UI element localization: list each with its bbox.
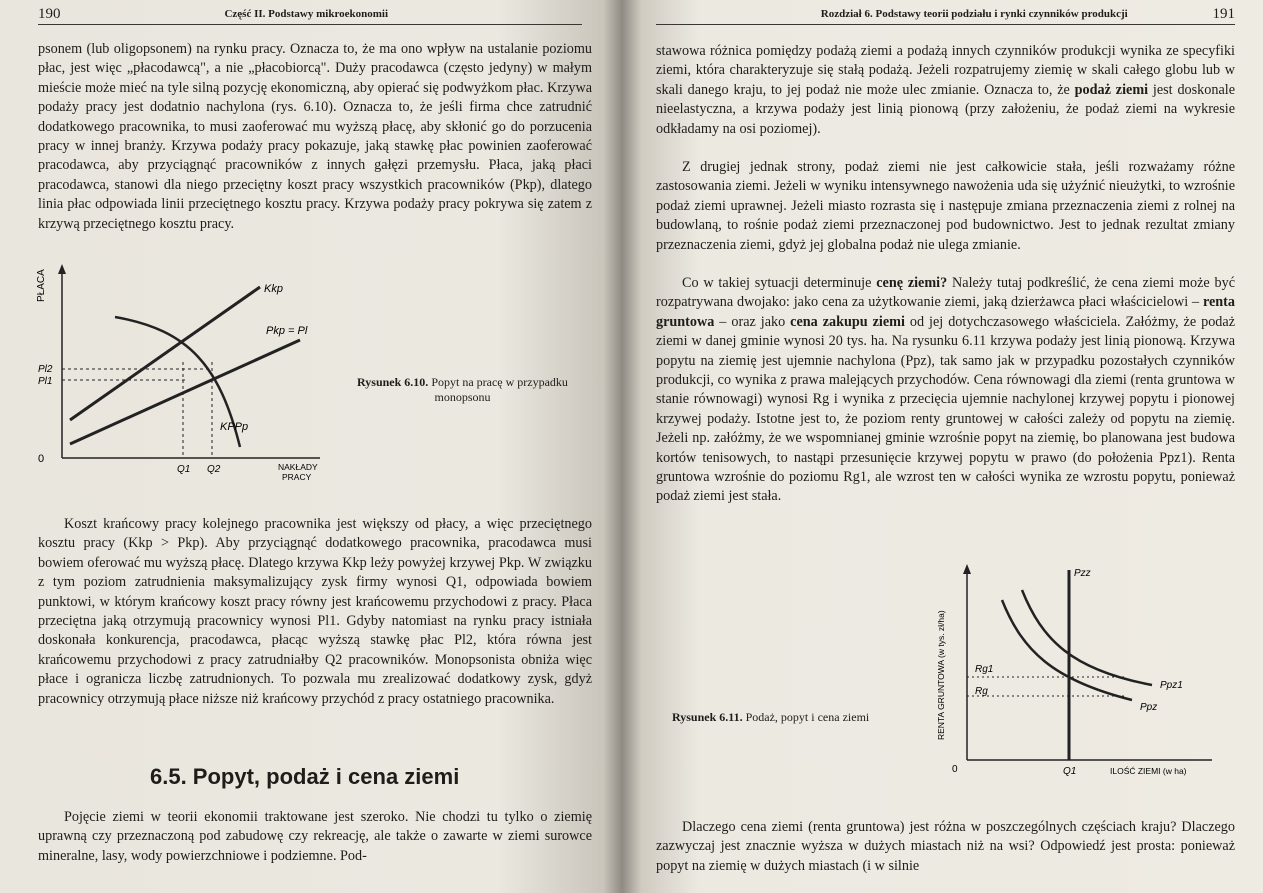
q1-label: Q1 — [177, 464, 191, 475]
supply-label: Pzz — [1074, 568, 1091, 579]
pkp-label: Pkp = Pl — [266, 325, 308, 337]
y-axis-label: PŁACA — [36, 269, 47, 302]
y-axis-label: RENTA GRUNTOWA (w tys. zł/ha) — [936, 610, 946, 740]
rg-label: Rg — [975, 686, 988, 697]
left-page-header — [38, 4, 582, 25]
caption-label: Rysunek 6.11. — [672, 710, 743, 724]
q1-label: Q1 — [1063, 766, 1077, 777]
paragraph — [656, 274, 1235, 507]
text-run: – oraz jako — [714, 313, 791, 330]
paragraph: Dlaczego cena ziemi (renta gruntowa) jest różna w poszczególnych częściach kraju? Dlaczego zazwyczaj jest znacznie wyższa w dużych miastach niż na wsi? Odpowiedź jest prosta: ponieważ popyt na ziemię w dużych miastach (i w silnie — [656, 819, 1235, 874]
pl1-label: Pl1 — [38, 376, 53, 387]
running-head: Rozdział 6. Podstawy teorii podziału i rynki czynników produkcji — [820, 8, 1128, 20]
rg1-label: Rg1 — [975, 664, 994, 675]
page-number: 191 — [1212, 5, 1235, 22]
pl2-label: Pl2 — [38, 364, 53, 375]
caption-text: Popyt na pracę w przypadku monopsonu — [431, 375, 568, 404]
bold-term: renta gruntowa — [656, 294, 1235, 330]
caption-label: Rysunek 6.10. — [357, 375, 429, 389]
bold-term: cena zakupu ziemi — [790, 313, 905, 330]
origin-label: 0 — [38, 453, 45, 465]
caption-text: Podaż, popyt i cena ziemi — [745, 710, 870, 724]
y-axis-arrow — [963, 564, 971, 574]
text-run: stawowa różnica pomiędzy podażą ziemi a podażą innych czynników produkcji wynika ze specyfiki ziemi, która charakteryzuje się stałą podażą. Jeżeli rozpatrujemy ziemię w skali całego globu lub w skali danego kraju, to jej podaż nie może ulec zmianie. Oznacza to, że — [656, 43, 1235, 98]
demand-curve-ppz1 — [1022, 590, 1152, 685]
text-run: Należy tutaj podkreślić, że cena ziemi może być rozpatrywana dwojako: jako cena za użytkowanie ziemi, jaką dzierżawca płaci właścicielowi – — [656, 275, 1235, 311]
paragraph — [656, 42, 1235, 139]
paragraph: Koszt krańcowy pracy kolejnego pracownika jest większy od płacy, a więc przeciętnego kosztu pracy (Kkp > Pkp). Aby przyciągnąć dodatkowego pracownika, pracodawca musi bowiem oferować mu wyższą płacę. Dlatego krzywa Kkp leży powyżej krzywej Pkp. W związku z tym poziom zatrudnienia maksymalizujący zysk firmy wynosi Q1, odpowiada bowiem punktowi, w którym krańcowy koszt pracy równy jest krańcowemu przychodowi z pracy. Płaca przeciętna jaką otrzymują pracownicy wynosi Pl1. Gdyby natomiast na rynku pracy istniała doskonała konkurencja, pracodawca, płacąc wyższą stawkę płac Pl2, która równa jest krańcowemu przychodowi z pracy zatrudniałby Q2 pracowników. Monopsonista obniża więc płace i ogranicza liczbę zatrudnionych. To pozwala mu zrealizować dodatkowy zysk, gdyż pracownicy otrzymują płace niższe niż krańcowy przychód z pracy ostatniego pracownika. — [38, 516, 592, 707]
y-axis-arrow — [58, 264, 66, 274]
right-page — [622, 0, 1263, 893]
origin-label: 0 — [952, 764, 958, 775]
text-run: od jej dotychczasowego właściciela. Załóżmy, że podaż ziemi w danej gminie wynosi 20 tys. ha. Na rysunku 6.11 krzywa podaży jest linią pionową. Krzywa popytu na ziemię jest ujemnie nachylona (Ppz), tak samo jak w przypadku pozostałych czynników produkcji, co wynika z prawa malejących przychodów. Cena równowagi dla ziemi (renta gruntowa w stanie równowagi) wynosi Rg i wynika z przecięcia ujemnie nachylonej krzywej popytu i pionowej krzywej podaży. Istotne jest to, że poziom renty gruntowej w całości zależy od popytu na ziemię. Jeżeli np. załóżmy, że we wspomnianej gminie wzrośnie popyt na ziemię, bo planowana jest budowa kortów tenisowych, to nastąpi przesunięcie krzywej popytu w prawo (do położenia Ppz1). Renta gruntowa wzrośnie do poziomu Rg1, ale wzrost ten w całości wynika ze wzrostu popytu, ponieważ podaż ziemi jest stała. — [656, 313, 1235, 505]
text-run: Co w takiej sytuacji determinuje — [682, 275, 877, 291]
paragraph: Pojęcie ziemi w teorii ekonomii traktowane jest szeroko. Nie chodzi tu tylko o ziemię uprawną czy przeznaczoną pod zabudowę czy rekreację, ale także o zawarte w ziemi surowce mineralne, lasy, wody powierzchniowe i podziemne. Pod- — [38, 809, 592, 864]
demand-curve-ppz — [1002, 600, 1132, 700]
figure-6-10-caption — [340, 375, 585, 405]
kkp-label: Kkp — [264, 283, 283, 295]
q2-label: Q2 — [207, 464, 221, 475]
right-page-header — [656, 4, 1235, 25]
kpp-label: KPPp — [220, 421, 249, 433]
paragraph: psonem (lub oligopsonem) na rynku pracy. Oznacza to, że ma ono wpływ na ustalanie poziomu płac, jest więc „płacodawcą", a nie „płacobiorcą". Duży pracodawca (często jedyny) w małym mieście może mieć na tyle silną pozycję ekonomiczną, aby opierać się podwyżkom płac. Krzywa podaży pracy jest dodatnio nachylona (rys. 6.10). Oznacza to, że jeśli firma chce zatrudnić dodatkowego pracownika, to musi zaoferować mu wyższą płacę, aby skłonić go do porzucenia pracy w innej branży. Krzywa podaży pracy pokazuje, jaką stawkę płac powinien zaoferować pracodawca, aby przyciągnąć pracowników z innych gałęzi przemysłu. Płaca, jaką płaci pracodawca, stanowi dla niego przeciętny koszt pracy wszystkich pracowników (Pkp), dlatego linia płac odpowiada linii przeciętnego kosztu pracy. Krzywa podaży pracy pokrywa się zatem z krzywą przeciętnego kosztu pracy. — [38, 41, 592, 232]
x-axis-label-1: NAKŁADY — [278, 462, 318, 472]
pkp-curve — [70, 340, 300, 444]
ppz-label: Ppz — [1140, 702, 1158, 713]
bold-term: cenę ziemi? — [876, 275, 948, 291]
text-run: jest doskonale nieelastyczna, a krzywa podaży jest linią pionową (przy założeniu, że podaż ziemi na wykresie odkładamy na osi poziomej). — [656, 81, 1235, 137]
bold-term: podaż ziemi — [1074, 81, 1149, 98]
section-heading: 6.5. Popyt, podaż i cena ziemi — [150, 764, 460, 789]
paragraph: Z drugiej jednak strony, podaż ziemi nie jest całkowicie stała, jeśli rozważamy różne zastosowania ziemi. Jeżeli w wyniku intensywnego nawożenia uda się użyźnić nieużytki, to wzrośnie podaż ziemi uprawnej. Jeżeli miasto rozrasta się i następuje zmiana przeznaczenia ziemi z rolnej na budowlaną, to rośnie podaż ziemi przeznaczonej pod budownictwo. Jest to jednak rezultat zmiany przeznaczenia ziemi, gdyż jej globalna podaż nie ulega zmianie. — [656, 159, 1235, 253]
figure-6-11 — [922, 560, 1222, 790]
running-head: Część II. Podstawy mikroekonomii — [224, 8, 389, 20]
figure-6-11-caption — [672, 710, 922, 725]
page-number: 190 — [38, 5, 61, 22]
ppz1-label: Ppz1 — [1160, 680, 1183, 691]
x-axis-label-2: PRACY — [282, 472, 312, 482]
x-axis-label: ILOŚĆ ZIEMI (w ha) — [1110, 766, 1187, 776]
left-page — [0, 0, 622, 893]
